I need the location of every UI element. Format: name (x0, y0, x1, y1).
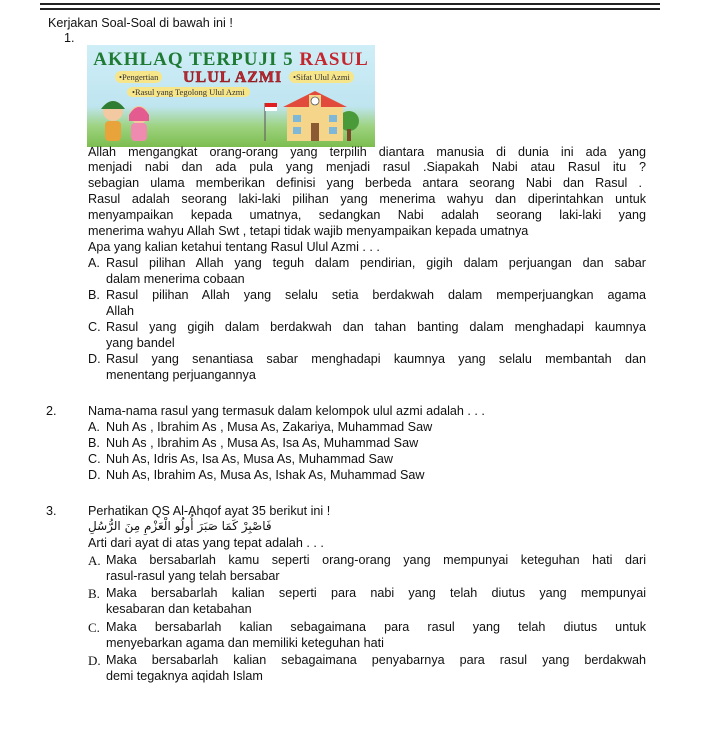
passage-line: Allah mengangkat orang-orang yang terpilih diantara manusia di dunia ini ada yang (88, 145, 646, 159)
question-3-prompt: Arti dari ayat di atas yang tepat adalah . . . (88, 536, 324, 550)
option-a-text-cont: dalam menerima cobaan (106, 272, 245, 286)
banner-pill-rasul: •Rasul yang Tegolong Ulul Azmi (127, 87, 250, 97)
option-a-text-cont: rasul-rasul yang telah bersabar (106, 569, 280, 583)
question-2-number: 2. (46, 404, 57, 418)
option-d-text-cont: demi tegaknya aqidah Islam (106, 669, 263, 683)
option-letter: C. (88, 452, 101, 466)
passage-line: menjadi nabi dan ada pula yang menjadi rasul .Siapakah Nabi atau Rasul itu ? (88, 160, 646, 174)
option-c-text: Nuh As, Idris As, Isa As, Musa As, Muhammad Saw (106, 452, 393, 466)
option-a-text: Rasul pilihan Allah yang teguh dalam pendirian, gigih dalam perjuangan dan sabar (106, 256, 646, 270)
option-letter: A. (88, 553, 101, 568)
option-b-text: Rasul pilihan Allah yang selalu setia berdakwah dalam memperjuangkan agama (106, 288, 646, 302)
option-a-text: Maka bersabarlah kamu seperti orang-orang yang mempunyai keteguhan hati dari (106, 553, 646, 567)
option-b-text: Nuh As , Ibrahim As , Musa As, Isa As, Muhammad Saw (106, 436, 419, 450)
top-rule-second (40, 8, 660, 10)
banner-title: AKHLAQ TERPUJI 5 RASUL (93, 49, 369, 70)
option-d-text: Rasul yang senantiasa sabar menghadapi kaumnya yang selalu membantah dan (106, 352, 646, 366)
option-letter: D. (88, 352, 101, 366)
option-d-text: Nuh As, Ibrahim As, Musa As, Ishak As, Muhammad Saw (106, 468, 425, 482)
option-c-text-cont: yang bandel (106, 336, 175, 350)
option-letter: D. (88, 653, 101, 668)
option-letter: B. (88, 288, 100, 302)
option-letter: C. (88, 620, 100, 635)
akhlaq-banner-image (87, 45, 375, 147)
option-b-text: Maka bersabarlah kalian seperti para nabi yang telah diutus yang mempunyai (106, 586, 646, 600)
option-a-text: Nuh As , Ibrahim As , Musa As, Zakariya, Muhammad Saw (106, 420, 433, 434)
instruction: Kerjakan Soal-Soal di bawah ini ! (48, 16, 233, 30)
option-c-text: Maka bersabarlah kalian sebagaimana para rasul yang telah diutus untuk (106, 620, 646, 634)
option-b-text-cont: Allah (106, 304, 135, 318)
option-letter: D. (88, 468, 101, 482)
question-3-number: 3. (46, 504, 57, 518)
option-letter: A. (88, 256, 100, 270)
option-c-text-cont: menyebarkan agama dan memiliki keteguhan hati (106, 636, 384, 650)
question-2-text: Nama-nama rasul yang termasuk dalam kelompok ulul azmi adalah . . . (88, 404, 485, 418)
banner-pill-pengertian: •Pengertian (115, 71, 162, 83)
passage-line: Rasul adalah seorang laki-laki pilihan yang menerima wahyu dan diperintahkan untuk (88, 192, 646, 206)
banner-illustration (87, 45, 375, 147)
passage-line: menerima wahyu Allah Swt , tetapi tidak wajib menyampaikan kepada umatnya (88, 224, 529, 238)
question-3-text: Perhatikan QS Al-Ahqof ayat 35 berikut ini ! (88, 504, 331, 518)
option-letter: B. (88, 586, 100, 601)
option-letter: C. (88, 320, 101, 334)
option-b-text-cont: kesabaran dan ketabahan (106, 602, 252, 616)
option-d-text-cont: menentang perjuangannya (106, 368, 256, 382)
option-c-text: Rasul yang gigih dalam berdakwah dan tahan banting dalam menghadapi kaumnya (106, 320, 646, 334)
option-d-text: Maka bersabarlah kalian sebagaimana penyabarnya para rasul yang berdakwah (106, 653, 646, 667)
passage-line: sebagian ulama memberikan definisi yang berbeda antara seorang Nabi dan Rasul . (88, 176, 642, 190)
question-1-number: 1. (64, 31, 75, 45)
option-letter: A. (88, 420, 100, 434)
question-1-text: Apa yang kalian ketahui tentang Rasul Ulul Azmi . . . (88, 240, 380, 254)
passage-line: menyampaikan kepada umatnya, sedangkan Nabi adalah seorang laki-laki yang (88, 208, 646, 222)
banner-pill-sifat: •Sifat Ulul Azmi (289, 71, 354, 83)
arabic-verse: فَاصْبِرْ كَمَا صَبَرَ أُولُو الْعَزْمِ مِنَ الرُّسُلِ (88, 519, 272, 533)
top-rule (40, 3, 660, 5)
banner-subtitle: ULUL AZMI (183, 69, 283, 86)
option-letter: B. (88, 436, 100, 450)
